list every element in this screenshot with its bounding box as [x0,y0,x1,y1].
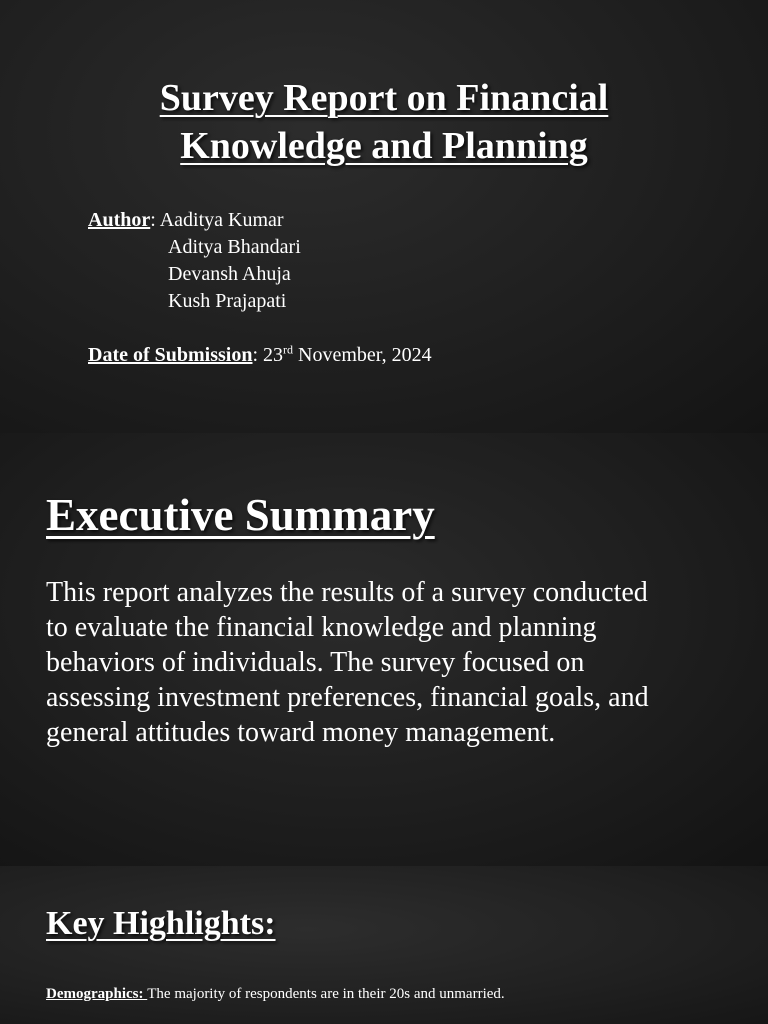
demographics-label: Demographics: [46,986,148,1002]
author-block [88,207,301,312]
date-colon: : [252,344,264,366]
author-name: Kush Prajapati [168,290,287,312]
date-label: Date of Submission [88,344,253,366]
report-title-line-1: Survey Report on Financial [159,77,609,119]
submission-date [88,342,432,369]
date-day: 23 [263,344,284,366]
date-rest: November, 2024 [298,344,432,366]
report-title [0,74,768,170]
author-names-list [168,234,301,315]
author-name: Aaditya Kumar [159,209,284,231]
author-label: Author [88,209,151,231]
executive-summary-body: This report analyzes the results of a survey conducted to evaluate the financial knowledge and planning behaviors of individuals. The survey focused on assessing investment preferences, financial goals, and general attitudes toward money management. [46,577,649,748]
executive-summary-heading: Executive Summary [46,490,435,540]
key-highlights-slide [0,866,768,1024]
executive-summary-slide [0,433,768,866]
date-suffix: rd [283,342,294,357]
author-name: Aditya Bhandari [168,236,301,258]
cover-slide [0,0,768,433]
demographics-item [46,984,505,1004]
report-title-line-2: Knowledge and Planning [180,125,588,167]
demographics-text: The majority of respondents are in their 20s and unmarried. [147,986,505,1002]
author-colon: : [150,209,160,231]
author-name: Devansh Ahuja [168,263,291,285]
key-highlights-heading: Key Highlights: [46,905,276,942]
